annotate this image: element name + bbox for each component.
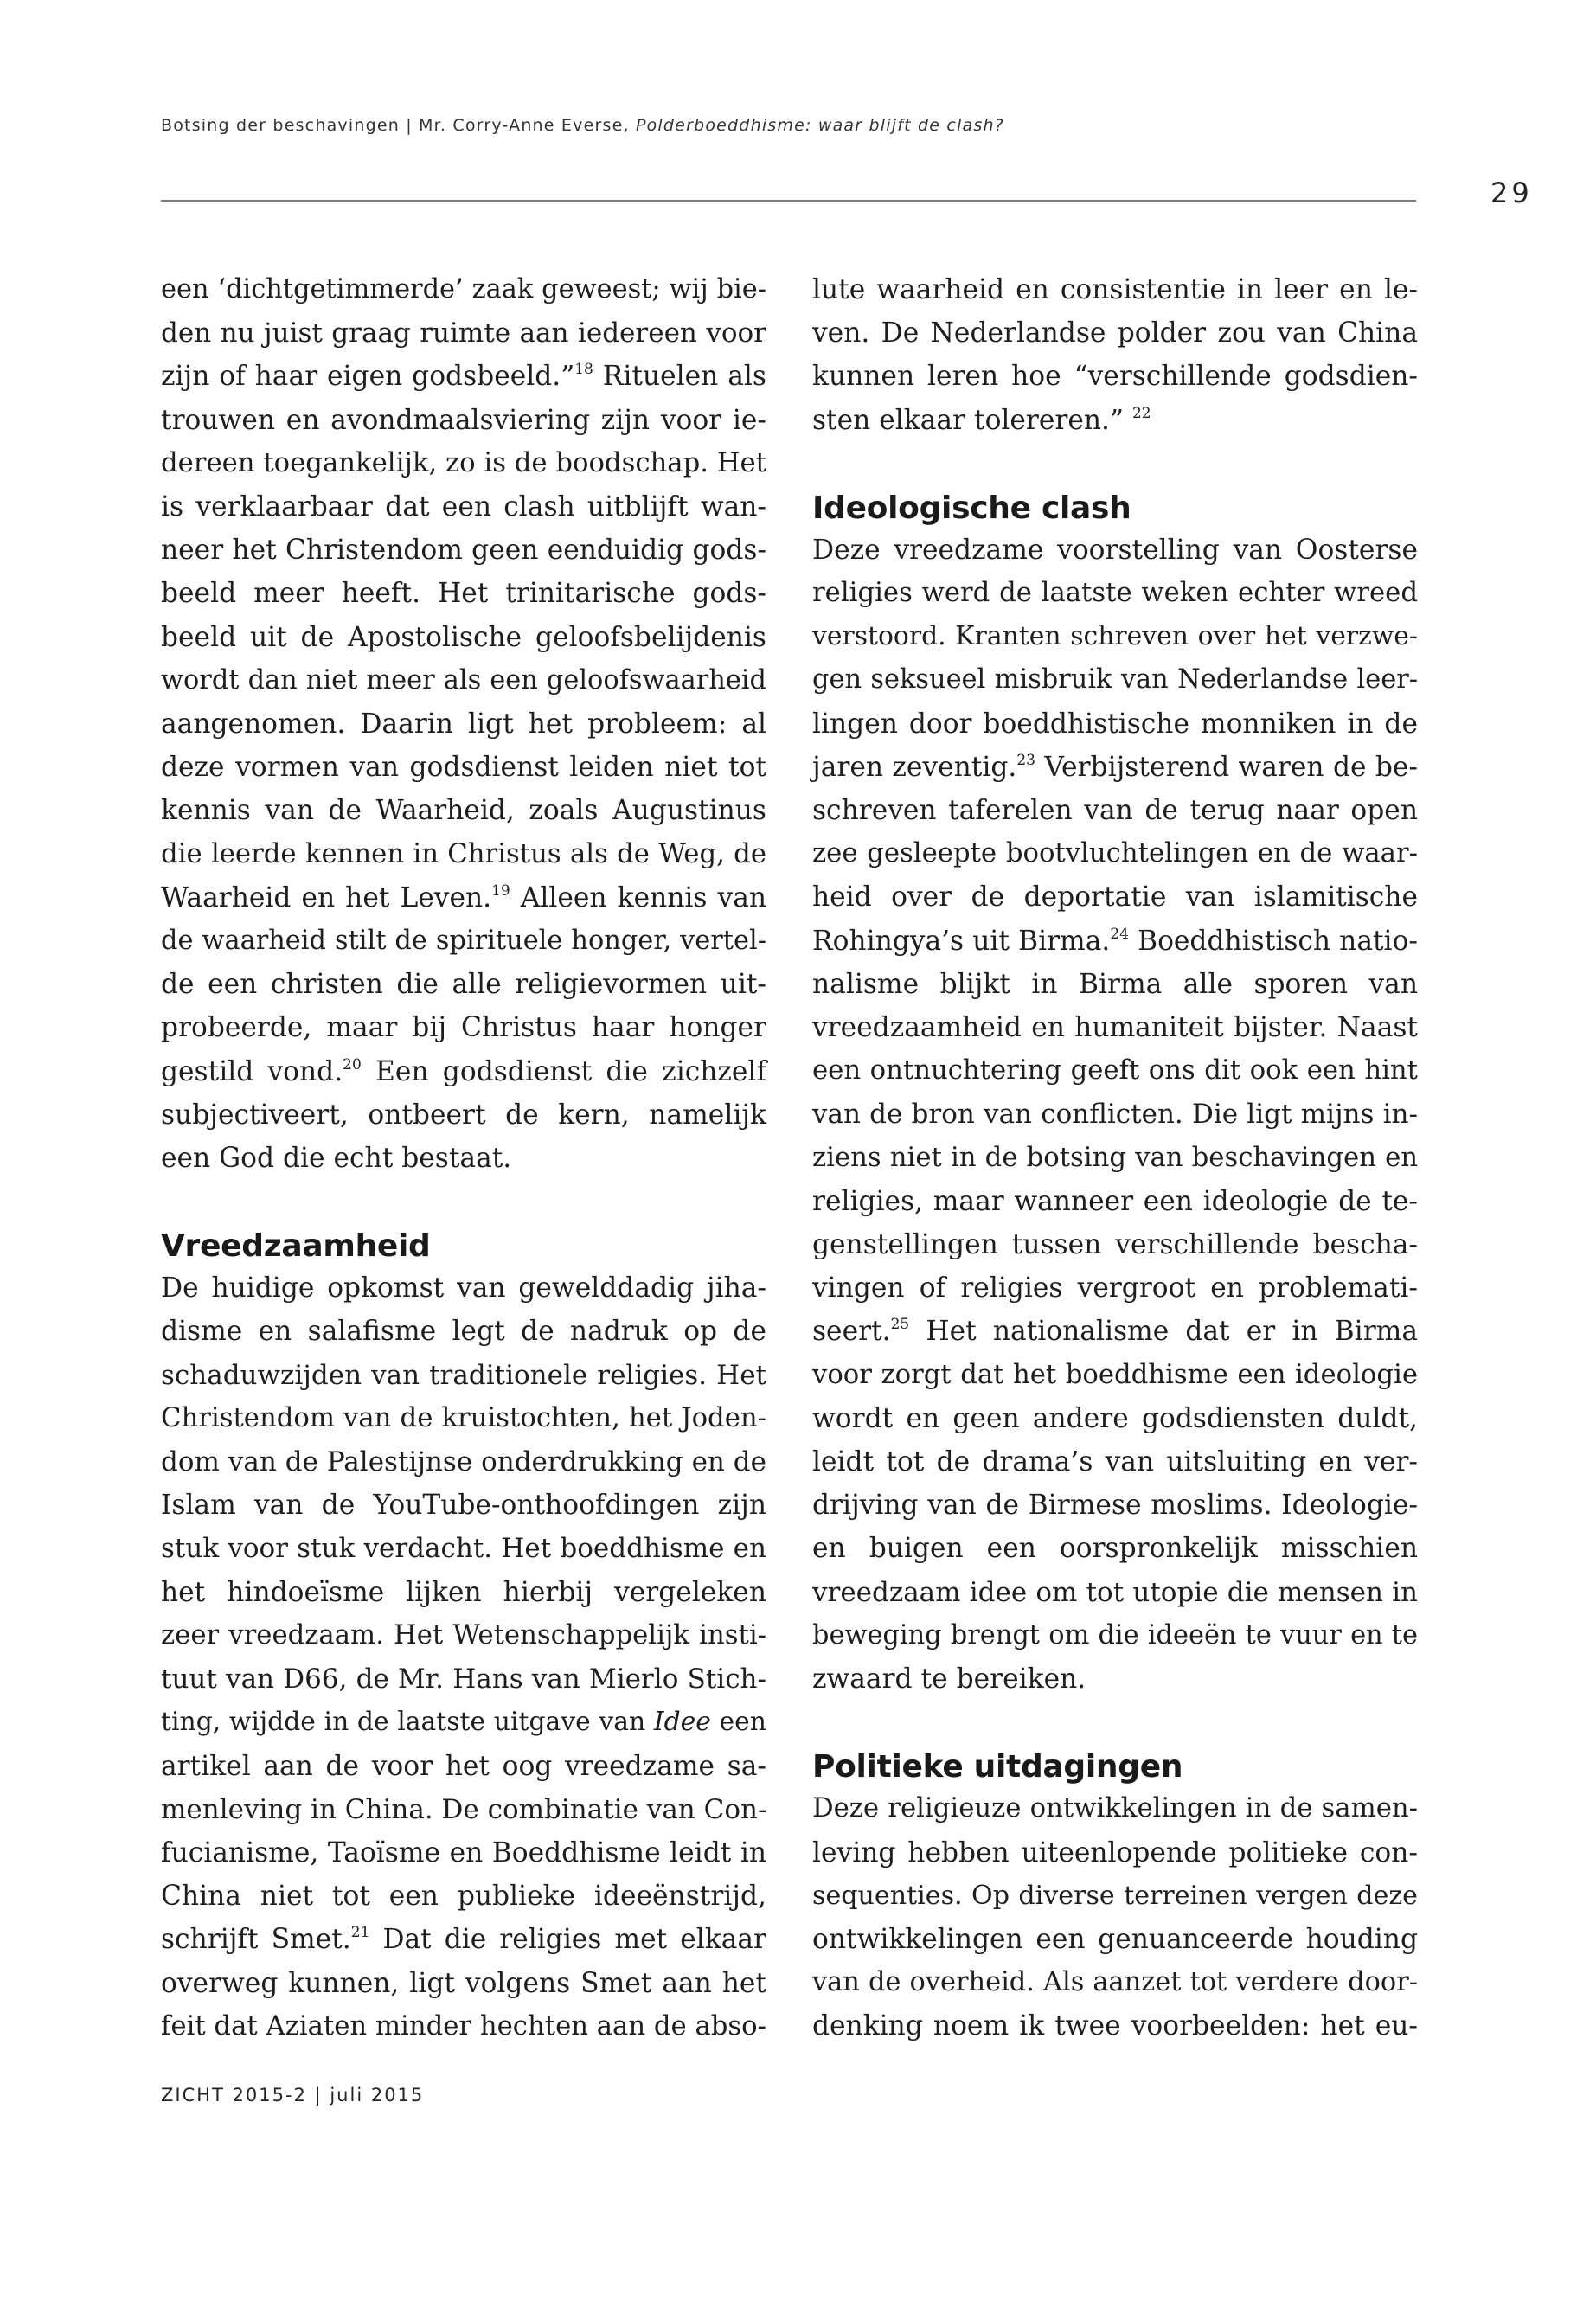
text-line: verstoord. Kranten schreven over het verzwe-: [812, 621, 1418, 652]
text-line: aangenomen. Daarin ligt het probleem: al: [161, 708, 766, 740]
text-line: genstellingen tussen verschillende bescha-: [812, 1229, 1418, 1261]
running-head-title: Polderboeddhisme: waar blijft de clash?: [635, 116, 1004, 135]
text-line: deze vormen van godsdienst leiden niet tot: [161, 752, 766, 784]
text-line: trouwen en avondmaalsviering zijn voor ie-: [161, 404, 766, 436]
footnote-ref: 21: [350, 1924, 370, 1942]
text-line: vreedzaam idee om tot utopie die mensen in: [812, 1576, 1418, 1608]
text-line: schreven taferelen van de terug naar open: [812, 795, 1418, 827]
text-line: kunnen leren hoe “verschillende godsdien-: [812, 361, 1418, 393]
text-line: De huidige opkomst van gewelddadig jiha-: [161, 1272, 766, 1304]
text-line: tuut van D66, de Mr. Hans van Mierlo Stich-: [161, 1663, 766, 1695]
text-line: leving hebben uiteenlopende politieke con-: [812, 1836, 1418, 1868]
text-line: beeld meer heeft. Het trinitarische gods-: [161, 578, 766, 610]
italic-title: Idee: [653, 1707, 711, 1738]
text-line: is verklaarbaar dat een clash uitblijft wan-: [161, 491, 766, 523]
text-line: ven. De Nederlandse polder zou van China: [812, 317, 1418, 349]
text-line: ontwikkelingen een genuanceerde houding: [812, 1923, 1418, 1955]
text-line: beweging brengt om die ideeën te vuur en te: [812, 1619, 1418, 1650]
text-line: subjectiveert, ontbeert de kern, namelijk: [161, 1099, 766, 1131]
paragraph: [812, 529, 1418, 1701]
text-line: van de bron van conflicten. Die ligt mijns in-: [812, 1099, 1418, 1131]
text-line: een ‘dichtgetimmerde’ zaak geweest; wij bie-: [161, 274, 766, 304]
text-line: vingen of religies vergroot en problemati-: [812, 1272, 1418, 1304]
heading-vreedzaamheid: Vreedzaamheid: [161, 1228, 431, 1265]
text-line: artikel aan de voor het oog vreedzame sa-: [161, 1750, 766, 1782]
text-line: gestild vond.$^{20}$ Een godsdienst die zichzelf: [161, 1055, 766, 1087]
text-line: leidt tot de drama’s van uitsluiting en ver-: [812, 1446, 1418, 1478]
text-line: zee gesleepte bootvluchtelingen en de waar-: [812, 838, 1418, 869]
text-line: schaduwzijden van traditionele religies. Het: [161, 1359, 766, 1391]
text-line: de een christen die alle religievormen uit-: [161, 969, 766, 1001]
text-line: ziens niet in de botsing van beschavingen en: [812, 1142, 1418, 1173]
text-line: een God die echt bestaat.: [161, 1143, 512, 1175]
text-line: Waarheid en het Leven.$^{19}$ Alleen kennis van: [161, 881, 767, 913]
running-head-prefix: Botsing der beschavingen | Mr. Corry-Anne Everse,: [161, 116, 636, 135]
text-line: neer het Christendom geen eenduidig gods-: [161, 535, 766, 567]
text-line: de waarheid stilt de spirituele honger, vertel-: [161, 926, 766, 957]
footnote-ref: 25: [890, 1316, 910, 1334]
text-line: probeerde, maar bij Christus haar honger: [161, 1012, 766, 1044]
text-line: een ontnuchtering geeft ons dit ook een hint: [812, 1055, 1418, 1086]
text-line: wordt en geen andere godsdiensten duldt,: [812, 1402, 1418, 1434]
text-line: Rohingya’s uit Birma.$^{24}$ Boeddhistisch natio-: [812, 925, 1418, 957]
text-line: Islam van de YouTube-onthoofdingen zijn: [161, 1490, 766, 1522]
text-line: nalisme blijkt in Birma alle sporen van: [812, 968, 1418, 1000]
text-line: disme en salafisme legt de nadruk op de: [161, 1316, 766, 1348]
text-line: den nu juist graag ruimte aan iedereen voor: [161, 317, 766, 349]
footer: ZICHT 2015-2 | juli 2015: [161, 2085, 425, 2106]
paragraph: [161, 268, 766, 1180]
text-line: dom van de Palestijnse onderdrukking en de: [161, 1446, 766, 1478]
running-head: [161, 116, 1004, 135]
paragraph: [812, 1787, 1418, 2048]
text-line: religies werd de laatste weken echter wreed: [812, 578, 1418, 609]
text-line: schrijft Smet.$^{21}$ Dat die religies met elkaar: [161, 1924, 766, 1956]
text-line: lute waarheid en consistentie in leer en le-: [812, 274, 1418, 305]
text-line: ting, wijdde in de laatste uitgave van Idee een: [161, 1707, 766, 1738]
text-line: overweg kunnen, ligt volgens Smet aan het: [161, 1967, 766, 1999]
header-rule: [161, 200, 1416, 202]
text-line: Deze vreedzame voorstelling van Oosterse: [812, 534, 1418, 566]
paragraph: [812, 268, 1418, 442]
text-line: zwaard te bereiken.: [812, 1663, 1086, 1695]
text-line: Christendom van de kruistochten, het Joden-: [161, 1402, 766, 1433]
footnote-ref: 19: [491, 881, 510, 900]
heading-politieke-uitdagingen: Politieke uitdagingen: [812, 1749, 1183, 1785]
text-line: gen seksueel misbruik van Nederlandse leer-: [812, 664, 1418, 695]
footnote-ref: 18: [574, 361, 593, 379]
text-line: denking noem ik twee voorbeelden: het eu-: [812, 2010, 1418, 2042]
text-line: seert.$^{25}$ Het nationalisme dat er in Birma: [812, 1316, 1418, 1348]
footnote-ref: 22: [1131, 404, 1151, 422]
text-line: China niet tot een publieke ideeënstrijd,: [161, 1881, 766, 1913]
text-line: sten elkaar tolereren.” $^{22}$: [812, 404, 1151, 436]
text-line: het hindoeïsme lijken hierbij vergeleken: [161, 1576, 766, 1608]
text-line: heid over de deportatie van islamitische: [812, 881, 1418, 913]
heading-ideologische-clash: Ideologische clash: [812, 490, 1131, 526]
text-line: drijving van de Birmese moslims. Ideologie-: [812, 1490, 1418, 1522]
text-line: dereen toegankelijk, zo is de boodschap. Het: [161, 447, 766, 478]
text-line: feit dat Aziaten minder hechten aan de abso-: [161, 2010, 766, 2041]
text-line: Deze religieuze ontwikkelingen in de samen-: [812, 1793, 1418, 1824]
text-line: vreedzaamheid en humaniteit bijster. Naast: [812, 1012, 1418, 1044]
text-line: religies, maar wanneer een ideologie de te-: [812, 1185, 1418, 1217]
text-line: en buigen een oorspronkelijk misschien: [812, 1533, 1418, 1565]
text-line: lingen door boeddhistische monniken in de: [812, 708, 1418, 740]
text-line: stuk voor stuk verdacht. Het boeddhisme en: [161, 1533, 766, 1565]
text-line: die leerde kennen in Christus als de Weg, de: [161, 838, 766, 869]
text-line: fucianisme, Taoïsme en Boeddhisme leidt in: [161, 1836, 766, 1868]
right-column: [812, 268, 1418, 2048]
text-line: beeld uit de Apostolische geloofsbelijdenis: [161, 621, 766, 653]
text-line: jaren zeventig.$^{23}$ Verbijsterend waren de be-: [812, 751, 1418, 783]
left-column: [161, 268, 766, 2048]
text-line: zeer vreedzaam. Het Wetenschappelijk insti-: [161, 1619, 766, 1650]
footnote-ref: 23: [1016, 751, 1035, 769]
text-line: van de overheid. Als aanzet tot verdere door-: [812, 1967, 1418, 1998]
footnote-ref: 24: [1110, 925, 1129, 943]
text-line: zijn of haar eigen godsbeeld.”$^{18}$ Rituelen als: [161, 361, 766, 393]
paragraph: [161, 1266, 766, 2048]
page-number: 29: [1490, 176, 1533, 209]
text-line: voor zorgt dat het boeddhisme een ideologie: [812, 1359, 1418, 1390]
text-line: sequenties. Op diverse terreinen vergen deze: [812, 1880, 1418, 1911]
text-line: wordt dan niet meer als een geloofswaarheid: [161, 664, 766, 695]
footnote-ref: 20: [343, 1055, 362, 1074]
text-line: kennis van de Waarheid, zoals Augustinus: [161, 795, 766, 827]
text-line: menleving in China. De combinatie van Con-: [161, 1793, 767, 1825]
